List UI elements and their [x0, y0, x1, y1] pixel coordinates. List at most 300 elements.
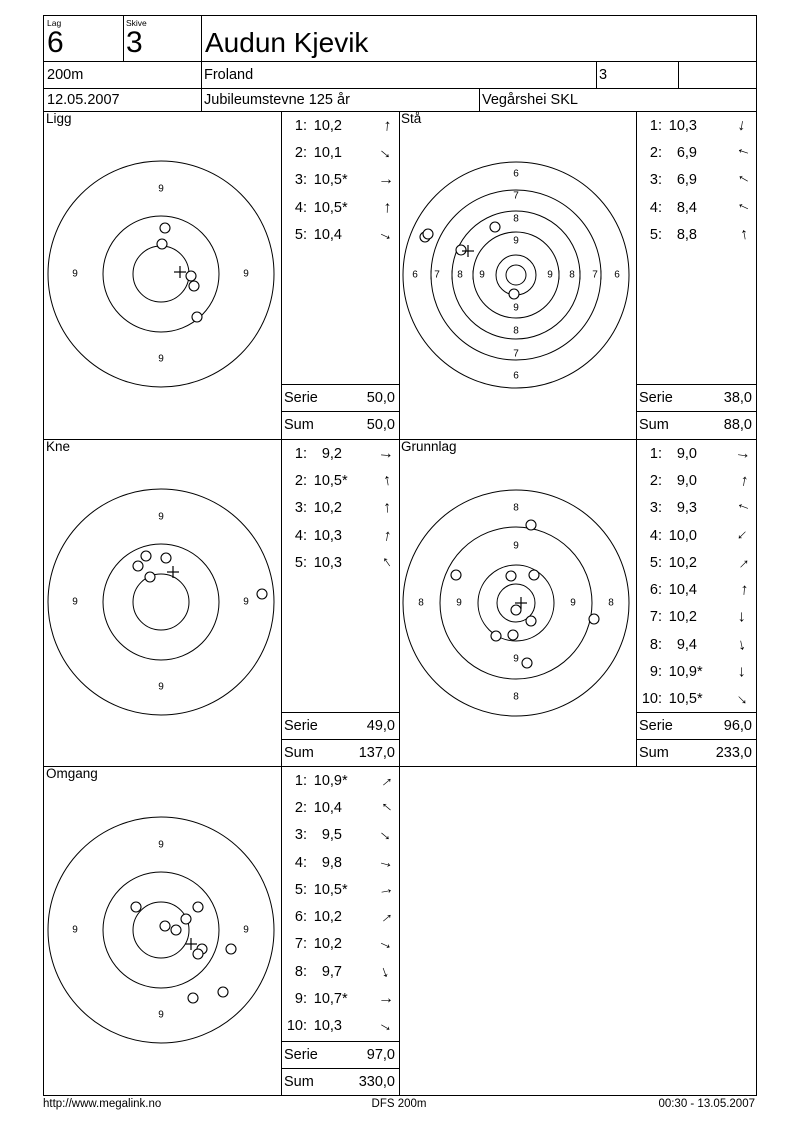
shot-value: 10,5 [313, 172, 342, 189]
target-svg-ligg [44, 111, 281, 439]
direction-arrow-icon: → [375, 932, 398, 956]
panel-title-grunnlag: Grunnlag [401, 439, 457, 454]
panel-title-omgang: Omgang [46, 766, 98, 781]
serie-value: 96,0 [723, 717, 752, 734]
direction-arrow-icon: → [375, 223, 398, 246]
shot-value: 9,0 [676, 445, 697, 462]
shot-value: 10,3 [313, 554, 342, 571]
shot-direction [351, 905, 399, 929]
shot-row [281, 167, 399, 194]
shot-star: * [697, 664, 703, 681]
shot-row [636, 167, 756, 194]
shot-direction [706, 582, 756, 598]
shot-number: 1: [294, 117, 307, 134]
shot-hole [157, 239, 167, 249]
shot-direction [351, 932, 399, 956]
shot-hole [141, 551, 151, 561]
serie-row-grunnlag [636, 713, 756, 738]
shot-value: 10,2 [313, 909, 342, 926]
shot-number: 2: [294, 472, 307, 489]
direction-arrow-icon: → [730, 550, 755, 575]
shot-number: 4: [294, 527, 307, 544]
serie-label: Serie [284, 390, 318, 406]
ring-label: 9 [479, 269, 485, 281]
sum-label: Sum [639, 417, 669, 433]
target-svg-omgang [44, 766, 281, 1095]
direction-arrow-icon: → [732, 497, 754, 520]
target-svg-kne [44, 439, 281, 766]
ring-label: 7 [513, 348, 519, 360]
shot-row [281, 440, 399, 467]
shot-number: 4: [649, 527, 662, 544]
direction-arrow-icon: → [731, 196, 754, 220]
shot-hole [193, 949, 203, 959]
shot-row [281, 522, 399, 549]
skive-value: 3 [126, 26, 143, 59]
direction-arrow-icon: → [735, 609, 752, 626]
sum-label: Sum [284, 417, 314, 433]
sum-row-grunnlag [636, 740, 756, 765]
shot-direction [706, 443, 756, 463]
shot-direction [706, 227, 756, 243]
target-svg-grunnlag [399, 439, 636, 766]
ring-label: 8 [513, 213, 519, 225]
shot-value: 10,5 [313, 199, 342, 216]
lag-label: Lag [47, 18, 62, 28]
sum-value: 330,0 [358, 1073, 395, 1090]
sum-value: 50,0 [366, 417, 395, 433]
shot-value: 10,2 [313, 117, 342, 134]
shot-number: 9: [294, 991, 307, 1008]
shot-direction [351, 528, 399, 544]
shot-star: * [342, 172, 348, 189]
ring-label: 6 [513, 168, 519, 180]
distance-value: 200m [47, 67, 84, 83]
sum-value: 88,0 [723, 417, 752, 433]
shot-direction [706, 473, 756, 489]
shot-hole [423, 229, 433, 239]
ring-label: 8 [513, 502, 519, 514]
shot-number: 1: [294, 772, 307, 789]
club-value: Froland [204, 67, 254, 83]
direction-arrow-icon: → [375, 526, 396, 545]
page-footer [43, 1098, 755, 1113]
shot-number: 5: [649, 226, 662, 243]
serie-value: 50,0 [366, 390, 395, 406]
ring-label: 8 [608, 597, 614, 609]
shot-row [281, 958, 399, 985]
serie-value: 38,0 [723, 390, 752, 406]
shot-direction [706, 118, 756, 134]
shot-number: 5: [294, 554, 307, 571]
shot-number: 1: [649, 117, 662, 134]
shot-value: 10,4 [313, 799, 342, 816]
shot-direction [351, 1014, 399, 1038]
shot-number: 1: [294, 445, 307, 462]
shot-number: 9: [649, 664, 662, 681]
shot-list-grunnlag [636, 439, 756, 712]
shot-hole [188, 993, 198, 1003]
shot-number: 3: [294, 500, 307, 517]
shot-hole [160, 223, 170, 233]
shot-hole [257, 589, 267, 599]
target-panel-grunnlag [399, 439, 636, 766]
shot-list-kne [281, 439, 399, 712]
target-svg-staa [399, 111, 636, 439]
shot-hole [218, 987, 228, 997]
ring-label: 6 [614, 269, 620, 281]
shot-direction [706, 169, 756, 193]
shot-row [636, 440, 756, 467]
shot-value: 10,2 [313, 936, 342, 953]
direction-arrow-icon: → [733, 443, 753, 463]
shot-hole [186, 271, 196, 281]
direction-arrow-icon: → [733, 116, 754, 136]
shot-value: 10,3 [313, 1018, 342, 1035]
ring-label: 9 [158, 183, 164, 195]
panel-title-kne: Kne [46, 439, 71, 454]
shot-row [281, 139, 399, 166]
shot-hole [145, 572, 155, 582]
shot-star: * [697, 691, 703, 708]
shot-value: 10,7 [313, 991, 342, 1008]
shot-hole [509, 289, 519, 299]
shot-hole [526, 616, 536, 626]
ring-label: 9 [158, 1009, 164, 1021]
ring-label: 8 [513, 691, 519, 703]
serie-label: Serie [639, 390, 673, 406]
shot-row [636, 604, 756, 631]
target-ring [103, 544, 219, 660]
direction-arrow-icon: → [377, 443, 395, 463]
shot-direction [706, 637, 756, 653]
panel-title-staa: Stå [401, 111, 422, 126]
shot-hole [192, 312, 202, 322]
shot-value: 6,9 [676, 144, 697, 161]
shot-direction [351, 991, 399, 1007]
shot-value: 9,0 [676, 472, 697, 489]
shot-row [281, 767, 399, 794]
shot-hole [451, 570, 461, 580]
shot-row [281, 495, 399, 522]
divider-line [44, 61, 756, 62]
direction-arrow-icon: → [374, 823, 398, 847]
shot-number: 2: [649, 144, 662, 161]
direction-arrow-icon: → [731, 169, 754, 193]
shot-number: 5: [294, 881, 307, 898]
shot-row [281, 903, 399, 930]
target-ring [103, 872, 219, 988]
shot-value: 10,3 [313, 527, 342, 544]
lane-value: 3 [599, 67, 608, 83]
serie-row-ligg [281, 385, 399, 411]
shot-number: 10: [641, 691, 662, 708]
shot-hole [522, 658, 532, 668]
shot-row [636, 549, 756, 576]
ring-label: 6 [513, 370, 519, 382]
shot-hole [491, 631, 501, 641]
ring-label: 9 [243, 268, 249, 280]
panel-title-ligg: Ligg [46, 111, 72, 126]
target-panel-ligg [44, 111, 281, 439]
serie-row-omgang [281, 1042, 399, 1067]
shot-direction [706, 664, 756, 680]
shot-value: 9,8 [321, 854, 342, 871]
direction-arrow-icon: → [374, 796, 398, 820]
shot-value: 9,5 [321, 827, 342, 844]
shot-number: 1: [649, 445, 662, 462]
shot-value: 6,9 [676, 172, 697, 189]
shot-direction [351, 851, 399, 873]
shot-direction [351, 500, 399, 516]
shot-direction [351, 879, 399, 900]
shot-hole [526, 520, 536, 530]
sum-row-omgang [281, 1069, 399, 1094]
shot-row [636, 522, 756, 549]
direction-arrow-icon: → [378, 171, 394, 189]
shot-hole [508, 630, 518, 640]
shot-number: 2: [294, 799, 307, 816]
ring-label: 9 [72, 268, 78, 280]
shot-hole [171, 925, 181, 935]
ring-label: 8 [418, 597, 424, 609]
direction-arrow-icon: → [376, 199, 395, 216]
direction-arrow-icon: → [733, 635, 754, 655]
shot-number: 3: [649, 500, 662, 517]
sum-value: 233,0 [715, 744, 752, 761]
shot-direction [351, 200, 399, 216]
event-name: Jubileumstevne 125 år [204, 92, 350, 108]
shot-row [636, 221, 756, 248]
shot-direction [351, 473, 399, 489]
shot-hole [506, 571, 516, 581]
serie-row-staa [636, 385, 756, 411]
shot-number: 10: [286, 1018, 307, 1035]
report-sheet [43, 15, 757, 1096]
direction-arrow-icon: → [376, 879, 396, 900]
shot-number: 4: [649, 199, 662, 216]
target-panel-staa [399, 111, 636, 439]
ring-label: 9 [513, 540, 519, 552]
shot-direction [706, 142, 756, 164]
shot-value: 10,5 [313, 472, 342, 489]
shot-hole [189, 281, 199, 291]
ring-label: 9 [243, 924, 249, 936]
serie-row-kne [281, 713, 399, 738]
shot-value: 10,9 [313, 772, 342, 789]
footer-doc-title: DFS 200m [371, 1098, 427, 1110]
ring-label: 9 [158, 681, 164, 693]
direction-arrow-icon: → [731, 524, 756, 548]
shot-value: 10,0 [668, 527, 697, 544]
direction-arrow-icon: → [732, 142, 754, 164]
shot-value: 8,4 [676, 199, 697, 216]
shot-number: 7: [649, 609, 662, 626]
shot-value: 10,2 [668, 609, 697, 626]
ring-label: 8 [569, 269, 575, 281]
divider-line [678, 61, 679, 88]
shot-row [636, 686, 756, 713]
skive-label: Skive [126, 18, 147, 28]
shot-row [281, 876, 399, 903]
sum-label: Sum [284, 1073, 314, 1090]
shot-row [636, 112, 756, 139]
shot-hole [193, 902, 203, 912]
shot-row [281, 822, 399, 849]
shot-direction [351, 172, 399, 188]
shot-number: 3: [649, 172, 662, 189]
divider-line [479, 88, 480, 111]
shot-value: 10,2 [313, 500, 342, 517]
ring-label: 9 [513, 235, 519, 247]
ring-label: 9 [570, 597, 576, 609]
shot-direction [351, 961, 399, 982]
shot-number: 7: [294, 936, 307, 953]
target-ring [506, 265, 526, 285]
shot-number: 5: [294, 226, 307, 243]
direction-arrow-icon: → [732, 471, 753, 491]
ring-label: 9 [456, 597, 462, 609]
shot-row [636, 631, 756, 658]
target-panel-kne [44, 439, 281, 766]
shot-hole [511, 605, 521, 615]
shot-row [281, 985, 399, 1012]
shot-star: * [342, 772, 348, 789]
direction-arrow-icon: → [375, 471, 396, 491]
shot-number: 2: [294, 144, 307, 161]
shot-hole [131, 902, 141, 912]
shot-row [636, 495, 756, 522]
shot-row [636, 139, 756, 166]
shot-value: 9,2 [321, 445, 342, 462]
shot-number: 2: [649, 472, 662, 489]
shot-star: * [342, 991, 348, 1008]
shot-direction [706, 550, 756, 575]
sum-label: Sum [284, 744, 314, 761]
ring-label: 9 [158, 353, 164, 365]
shot-number: 4: [294, 854, 307, 871]
sum-row-kne [281, 740, 399, 765]
ring-label: 7 [434, 269, 440, 281]
shot-number: 3: [294, 827, 307, 844]
direction-arrow-icon: → [731, 687, 756, 711]
ring-label: 9 [243, 596, 249, 608]
ring-label: 7 [513, 190, 519, 202]
shot-list-staa [636, 111, 756, 384]
shot-value: 10,5 [313, 881, 342, 898]
target-ring [133, 574, 189, 630]
direction-arrow-icon: → [374, 905, 398, 929]
divider-line [123, 16, 124, 61]
shot-value: 9,7 [321, 963, 342, 980]
shot-number: 8: [649, 636, 662, 653]
shot-direction [706, 497, 756, 520]
shot-value: 10,4 [313, 226, 342, 243]
shot-direction [706, 687, 756, 711]
direction-arrow-icon: → [735, 664, 752, 681]
direction-arrow-icon: → [375, 961, 398, 982]
shot-direction [706, 609, 756, 625]
divider-line [44, 88, 756, 89]
shot-value: 9,3 [676, 500, 697, 517]
shot-hole [133, 561, 143, 571]
shot-list-omgang [281, 766, 399, 1041]
target-panel-omgang [44, 766, 281, 1095]
serie-value: 49,0 [366, 717, 395, 734]
shot-hole [529, 570, 539, 580]
shot-number: 5: [649, 554, 662, 571]
shot-star: * [342, 881, 348, 898]
shot-value: 10,3 [668, 117, 697, 134]
ring-label: 9 [158, 511, 164, 523]
shot-value: 9,4 [676, 636, 697, 653]
direction-arrow-icon: → [732, 225, 753, 245]
shot-direction [706, 524, 756, 548]
footer-url: http://www.megalink.no [43, 1098, 162, 1110]
direction-arrow-icon: → [374, 551, 398, 575]
direction-arrow-icon: → [374, 140, 398, 165]
shot-value: 10,4 [668, 582, 697, 599]
ring-label: 8 [513, 325, 519, 337]
shot-direction [351, 140, 399, 165]
shot-value: 10,2 [668, 554, 697, 571]
shooter-name: Audun Kjevik [205, 27, 369, 58]
shot-direction [351, 443, 399, 463]
divider-line [596, 61, 597, 88]
shot-number: 3: [294, 172, 307, 189]
shot-row [281, 794, 399, 821]
divider-line [201, 16, 202, 111]
shot-star: * [342, 199, 348, 216]
direction-arrow-icon: → [374, 768, 398, 792]
serie-value: 97,0 [366, 1046, 395, 1063]
lag-value: 6 [47, 26, 64, 59]
shot-list-ligg [281, 111, 399, 384]
shot-row [281, 549, 399, 576]
shot-number: 8: [294, 963, 307, 980]
direction-arrow-icon: → [733, 581, 752, 599]
shot-hole [490, 222, 500, 232]
shot-number: 4: [294, 199, 307, 216]
shot-hole [181, 914, 191, 924]
shot-hole [226, 944, 236, 954]
shot-row [636, 467, 756, 494]
serie-label: Serie [284, 1046, 318, 1063]
shot-value: 10,1 [313, 144, 342, 161]
shot-row [281, 112, 399, 139]
shot-row [281, 931, 399, 958]
shot-row [281, 849, 399, 876]
direction-arrow-icon: → [376, 499, 395, 517]
sum-row-ligg [281, 412, 399, 438]
ring-label: 9 [72, 596, 78, 608]
ring-label: 9 [513, 302, 519, 314]
shot-value: 10,9 [668, 664, 697, 681]
ring-label: 6 [412, 269, 418, 281]
shot-value: 10,5 [668, 691, 697, 708]
shot-hole [589, 614, 599, 624]
ring-label: 9 [547, 269, 553, 281]
ring-label: 9 [158, 839, 164, 851]
organizer-name: Vegårshei SKL [482, 92, 578, 108]
shot-direction [351, 796, 399, 820]
ring-label: 9 [72, 924, 78, 936]
direction-arrow-icon: → [376, 116, 395, 135]
shot-number: 6: [294, 909, 307, 926]
shot-row [636, 576, 756, 603]
shot-row [636, 194, 756, 221]
serie-label: Serie [284, 717, 318, 734]
